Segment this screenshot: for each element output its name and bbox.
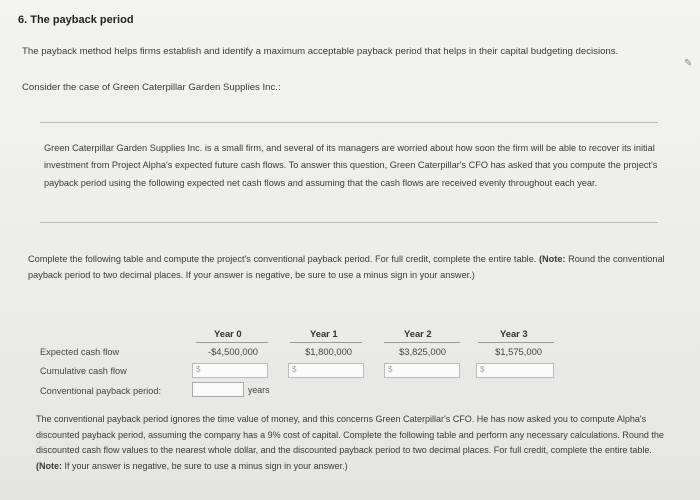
expected-cash-flow-year-3: $1,575,000 [495, 346, 542, 357]
pencil-icon: ✎ [684, 58, 693, 69]
expected-cash-flow-year-2: $3,825,000 [399, 346, 446, 357]
row-label-conventional-payback: Conventional payback period: [40, 386, 162, 396]
cumulative-cash-flow-year-3-input[interactable] [476, 363, 554, 378]
bottom-main: The conventional payback period ignores the time value of money, and this concerns Green Caterpillar's CFO. He has now asked you to compute Alpha's discounted payback period, assuming the company has a 9% cost of capital. Complete the following table and perform any necessary calculations. Round the discounted cash flow values to the nearest whole dollar, and the discounted payback period to two decimal places. For full credit, complete the entire table. [36, 414, 664, 456]
currency-prefix: $ [388, 365, 393, 374]
case-description: Green Caterpillar Garden Supplies Inc. is a small firm, and several of its managers are worried about how soon the firm will be able to recover its initial investment from Project Alpha's expected future cash flows. To answer this question, Green Caterpillar's CFO has asked that you compute the project's payback period using the following expected net cash flows and assuming that the cash flows are received evenly throughout each year. [44, 143, 658, 188]
consider-text: Consider the case of Green Caterpillar Garden Supplies Inc.: [22, 82, 281, 93]
currency-prefix: $ [292, 365, 297, 374]
header-year-3: Year 3 [500, 328, 528, 339]
currency-prefix: $ [480, 365, 485, 374]
intro-text: The payback method helps firms establish and identify a maximum acceptable payback period that helps in their capital budgeting decisions. [22, 46, 619, 57]
conventional-payback-period-input[interactable] [192, 382, 244, 397]
bottom-note-text: If your answer is negative, be sure to use a minus sign in your answer.) [64, 460, 348, 471]
payback-unit-label: years [248, 385, 270, 395]
header-underline-3 [478, 342, 554, 343]
header-underline-2 [384, 342, 460, 343]
expected-cash-flow-year-1: $1,800,000 [305, 346, 352, 357]
currency-prefix: $ [196, 365, 201, 374]
cumulative-cash-flow-year-1-input[interactable] [288, 363, 364, 378]
divider-bottom [40, 222, 658, 223]
expected-cash-flow-year-0: -$4,500,000 [207, 346, 258, 357]
header-year-0: Year 0 [214, 328, 242, 339]
discounted-payback-instructions [36, 412, 676, 474]
header-underline-1 [290, 342, 362, 343]
instructions-text [28, 252, 678, 283]
bottom-note-label: (Note: [36, 460, 62, 471]
divider-top [40, 122, 658, 123]
header-year-2: Year 2 [404, 328, 432, 339]
header-underline-0 [196, 342, 268, 343]
section-title: 6. The payback period [18, 14, 134, 26]
instructions-note-label: (Note: [538, 254, 566, 264]
row-label-expected-cash-flow: Expected cash flow [40, 347, 120, 357]
header-year-1: Year 1 [310, 328, 338, 339]
cumulative-cash-flow-year-0-input[interactable] [192, 363, 268, 378]
instructions-note-text: Round the conventional payback period to two decimal places. If your answer is negative, be sure to use a minus sign in your answer.) [28, 254, 665, 280]
cumulative-cash-flow-year-2-input[interactable] [384, 363, 460, 378]
row-label-cumulative-cash-flow: Cumulative cash flow [40, 366, 127, 376]
instructions-main: Complete the following table and compute the project's conventional payback period. For full credit, complete the entire table. [28, 254, 537, 264]
